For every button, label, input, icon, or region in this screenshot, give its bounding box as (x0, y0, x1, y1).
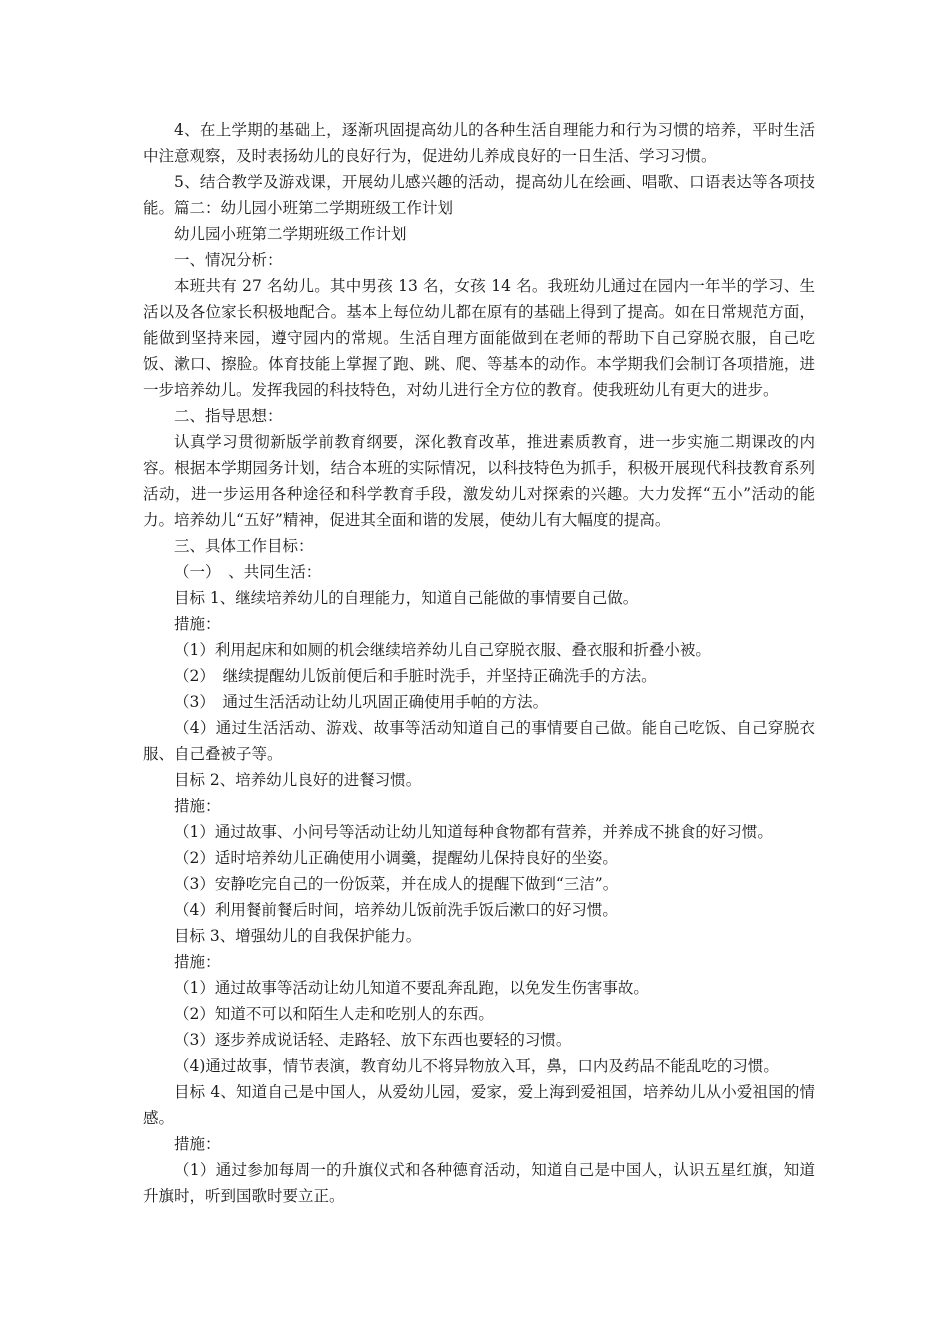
measure-item: （1）通过参加每周一的升旗仪式和各种德育活动，知道自己是中国人，认识五星红旗，知道升旗时，听到国歌时要立正。 (143, 1161, 815, 1205)
subsection-heading: （一） 、共同生活： (174, 563, 322, 581)
measure-item: （1）通过故事等活动让幼儿知道不要乱奔乱跑，以免发生伤害事故。 (174, 979, 649, 997)
measures-label: 措施： (174, 1135, 221, 1153)
measures-label: 措施： (174, 797, 221, 815)
measure-item: （4）利用餐前餐后时间，培养幼儿饭前洗手饭后漱口的好习惯。 (174, 901, 618, 919)
measure-item: （2）适时培养幼儿正确使用小调羹，提醒幼儿保持良好的坐姿。 (174, 849, 618, 867)
measure-item: （3）逐步养成说话轻、走路轻、放下东西也要轻的习惯。 (174, 1031, 572, 1049)
measure-item: （2） 继续提醒幼儿饭前便后和手脏时洗手，并坚持正确洗手的方法。 (174, 667, 657, 685)
document-title: 幼儿园小班第二学期班级工作计划 (174, 225, 407, 243)
measure-item: （1）通过故事、小问号等活动让幼儿知道每种食物都有营养，并养成不挑食的好习惯。 (174, 823, 773, 841)
section-heading: 二、指导思想： (174, 407, 283, 425)
paragraph: 认真学习贯彻新版学前教育纲要，深化教育改革，推进素质教育，进一步实施二期课改的内容。根据本学期园务计划，结合本班的实际情况，以科技特色为抓手，积极开展现代科技教育系列活动，进一步运用各种途径和科学教育手段，激发幼儿对探索的兴趣。大力发挥“五小”活动的能力。培养幼儿“五好”精神，促进其全面和谐的发展，使幼儿有大幅度的提高。 (143, 433, 815, 529)
measure-item: （4)通过故事，情节表演，教育幼儿不将异物放入耳，鼻，口内及药品不能乱吃的习惯。 (174, 1057, 779, 1075)
goal-item: 目标 4、知道自己是中国人，从爱幼儿园，爱家，爱上海到爱祖国，培养幼儿从小爱祖国的情感。 (143, 1083, 815, 1127)
measure-item: （4）通过生活活动、游戏、故事等活动知道自己的事情要自己做。能自己吃饭、自己穿脱衣服、自己叠被子等。 (143, 719, 815, 763)
paragraph: 5、结合教学及游戏课，开展幼儿感兴趣的活动，提高幼儿在绘画、唱歌、口语表达等各项技能。篇二：幼儿园小班第二学期班级工作计划 (143, 173, 815, 217)
section-heading: 一、情况分析： (174, 251, 283, 269)
measures-label: 措施： (174, 953, 221, 971)
paragraph: 4、在上学期的基础上，逐渐巩固提高幼儿的各种生活自理能力和行为习惯的培养，平时生活中注意观察，及时表扬幼儿的良好行为，促进幼儿养成良好的一日生活、学习习惯。 (143, 121, 815, 165)
measure-item: （3） 通过生活活动让幼儿巩固正确使用手帕的方法。 (174, 693, 549, 711)
section-heading: 三、具体工作目标： (174, 537, 314, 555)
measure-item: （1）利用起床和如厕的机会继续培养幼儿自己穿脱衣服、叠衣服和折叠小被。 (174, 641, 711, 659)
measure-item: （3）安静吃完自己的一份饭菜，并在成人的提醒下做到“三洁”。 (174, 875, 619, 893)
goal-item: 目标 2、培养幼儿良好的进餐习惯。 (174, 771, 422, 789)
measures-label: 措施： (174, 615, 221, 633)
document-body (143, 117, 815, 1209)
goal-item: 目标 3、增强幼儿的自我保护能力。 (174, 927, 422, 945)
goal-item: 目标 1、继续培养幼儿的自理能力，知道自己能做的事情要自己做。 (174, 589, 639, 607)
paragraph: 本班共有 27 名幼儿。其中男孩 13 名，女孩 14 名。我班幼儿通过在园内一年半的学习、生活以及各位家长积极地配合。基本上每位幼儿都在原有的基础上得到了提高。如在日常规范方面，能做到坚持来园，遵守园内的常规。生活自理方面能做到在老师的帮助下自己穿脱衣服，自己吃饭、漱口、擦脸。体育技能上掌握了跑、跳、爬、等基本的动作。本学期我们会制订各项措施，进一步培养幼儿。发挥我园的科技特色，对幼儿进行全方位的教育。使我班幼儿有更大的进步。 (143, 277, 815, 399)
measure-item: （2）知道不可以和陌生人走和吃别人的东西。 (174, 1005, 494, 1023)
